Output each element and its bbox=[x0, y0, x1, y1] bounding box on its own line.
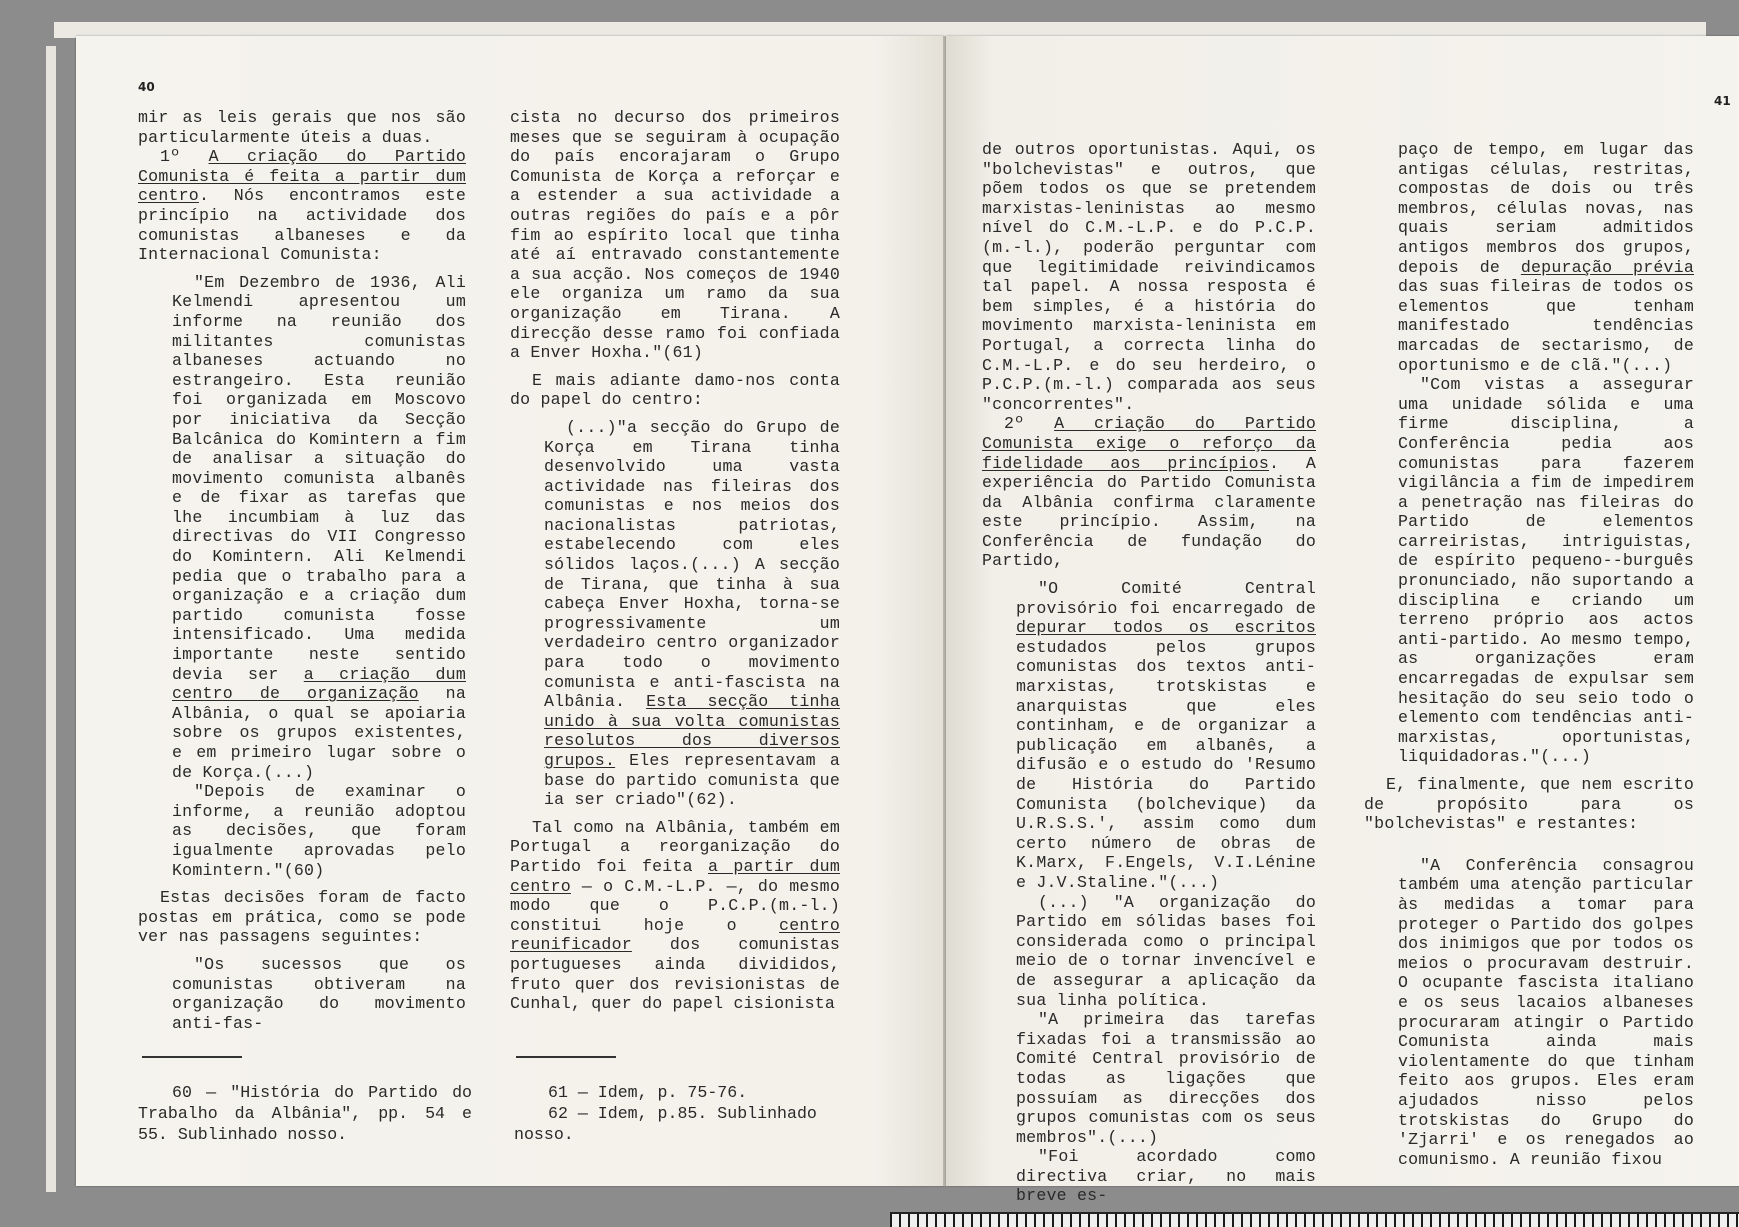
paragraph: Estas decisões foram de facto postas em prática, como se pode ver nas passagens seguintes: bbox=[138, 888, 466, 947]
quote-paragraph: "Foi acordado como directiva criar, no mais breve es- bbox=[1016, 1147, 1316, 1206]
footnote-60: 60 — "História do Partido do Trabalho da Albânia", pp. 54 e 55. Sublinhado nosso. bbox=[138, 1083, 472, 1144]
page-number-left: 40 bbox=[138, 80, 155, 94]
paragraph-heading-2: 2º A criação do Partido Comunista exige o reforço da fidelidade aos princípios. A experiência do Partido Comunista da Albânia confirma claramente este princípio. Assim, na Conferência de fundação do Partido, bbox=[982, 414, 1316, 571]
footnotes-61-62: 61 — Idem, p. 75-76. 62 — Idem, p.85. Sublinhado nosso. bbox=[514, 1083, 817, 1144]
right-page-column-2 bbox=[1364, 140, 1694, 1169]
open-book bbox=[46, 22, 1731, 1206]
quote-paragraph: "A Conferência consagrou também uma atenção particular às medidas a tomar para proteger o Partido dos golpes dos inimigos que por todos os meios o procuravam destruir. O ocupante fascista italiano e os seus lacaios albaneses procuraram atingir o Partido Comunista ainda mais violentamente do que tinham feito aos grupos. Eles eram ajudados nisso pelos trotskistas do Grupo do 'Zjarri' e os renegados ao comunismo. A reunião fixou bbox=[1398, 855, 1694, 1169]
quote-paragraph: "Em Dezembro de 1936, Ali Kelmendi apresentou um informe na reunião dos militantes comunistas albaneses actuando no estrangeiro. Esta reunião foi organizada em Moscovo por iniciativa da Secção Balcânica do Komintern a fim de analisar a situação do movimento comunista albanês e de fixar as tarefas que lhe incumbiam à luz das directivas do VII Congresso do Komintern. Ali Kelmendi pedia que o trabalho para a organização e a criação dum partido comunista fosse intensificado. Uma medida importante neste sentido devia ser a criação dum centro de organização na Albânia, o qual se apoiaria sobre os grupos existentes, e em primeiro lugar sobre o de Korça.(...) bbox=[172, 272, 466, 782]
paragraph: mir as leis gerais que nos são particularmente úteis a duas. bbox=[138, 108, 466, 147]
right-page-column-1 bbox=[982, 140, 1316, 1206]
page-stack-edge-left bbox=[46, 46, 56, 1192]
left-page-column-2 bbox=[510, 108, 840, 1014]
paragraph: Tal como na Albânia, também em Portugal a reorganização do Partido foi feita a partir dum centro — o C.M.-L.P. —, do mesmo modo que o P.C.P.(m.-l.) constitui hoje o centro reunificador dos comunistas portugueses ainda divididos, fruto quer dos revisionistas de Cunhal, quer do papel cisionista bbox=[510, 817, 840, 1014]
paragraph: E mais adiante damo-nos conta do papel do centro: bbox=[510, 370, 840, 410]
quote-paragraph: "Os sucessos que os comunistas obtiveram na organização do movimento anti-fas- bbox=[172, 954, 466, 1033]
paragraph: E, finalmente, que nem escrito de propósito para os "bolchevistas" e restantes: bbox=[1364, 775, 1694, 834]
paragraph: cista no decurso dos primeiros meses que se seguiram à ocupação do país encorajaram o Grupo Comunista de Korça a reforçar e a estender a sua actividade a outras regiões do país e a pôr fim ao espírito local que tinha até aí entravado constantemente a sua acção. Nos começos de 1940 ele organiza um ramo da sua organização em Tirana. A direcção desse ramo foi confiada a Enver Hoxha."(61) bbox=[510, 108, 840, 363]
footnote-rule bbox=[142, 1056, 242, 1058]
quote-paragraph: paço de tempo, em lugar das antigas células, restritas, compostas de dois ou três membros, células novas, nas quais seriam admitidos antigos membros dos grupos, depois de depuração prévia das suas fileiras de todos os elementos que tenham manifestado tendências marcadas de sectarismo, de oportunismo e de clã."(...) bbox=[1398, 140, 1694, 375]
paragraph: de outros oportunistas. Aqui, os "bolchevistas" e outros, que põem todos os que se pretendem marxistas-leninistas ao mesmo nível do C.M.-L.P. e do P.C.P. (m.-l.), poderão perguntar com que legitimidade reivindicamos tal papel. A nossa resposta é bem simples, é a história do movimento marxista-leninista em Portugal, a correcta linha do C.M.-L.P. e do seu herdeiro, o P.C.P.(m.-l.) comparada aos seus "concorrentes". bbox=[982, 140, 1316, 414]
footnote-rule bbox=[516, 1056, 616, 1058]
quote-paragraph: (...)"a secção do Grupo de Korça em Tirana tinha desenvolvido uma vasta actividade nas fileiras dos comunistas e nos meios dos nacionalistas patriotas, estabelecendo com eles sólidos laços.(...) A secção de Tirana, que tinha à sua cabeça Enver Hoxha, torna-se progressivamente um verdadeiro centro organizador para todo o movimento comunista e anti-fascista na Albânia. Esta secção tinha unido à sua volta comunistas resolutos dos diversos grupos. Eles representavam a base do partido comunista que ia ser criado"(62). bbox=[544, 417, 841, 810]
underlined-heading: A criação do Partido Comunista é feita a partir dum centro bbox=[138, 147, 466, 206]
left-page-column-1 bbox=[138, 108, 466, 1033]
left-page bbox=[76, 36, 944, 1186]
quote-paragraph: "O Comité Central provisório foi encarregado de depurar todos os escritos estudados pelos grupos comunistas dos textos anti-marxistas, trotskistas e anarquistas que eles continham, e de organizar a publicação em albanês, a difusão e o estudo do 'Resumo de História do Partido Comunista (bolchevique) da U.R.S.S.', assim como dum certo número de obras de K.Marx, F.Engels, V.I.Lénine e J.V.Staline."(...) bbox=[1016, 579, 1316, 892]
underlined-heading: A criação do Partido Comunista exige o reforço da fidelidade aos princípios bbox=[982, 414, 1316, 473]
page-number-right: 41 bbox=[1714, 94, 1731, 108]
quote-paragraph: "A primeira das tarefas fixadas foi a transmissão ao Comité Central provisório de todas as ligações que possuíam as direcções dos grupos comunistas com os seus membros".(...) bbox=[1016, 1010, 1316, 1147]
quote-paragraph: (...) "A organização do Partido em sólidas bases foi considerada como o principal meio de o tornar invencível e de assegurar a aplicação da sua linha política. bbox=[1016, 892, 1316, 1010]
right-page bbox=[946, 36, 1739, 1206]
quote-paragraph: "Depois de examinar o informe, a reunião adoptou as decisões, que foram igualmente aprovadas pelo Komintern."(60) bbox=[172, 782, 466, 880]
paragraph-heading-1: 1º A criação do Partido Comunista é feita a partir dum centro. Nós encontramos este princípio na actividade dos comunistas albaneses e da Internacional Comunista: bbox=[138, 147, 466, 265]
quote-paragraph: "Com vistas a assegurar uma unidade sólida e uma firme disciplina, a Conferência pedia aos comunistas para fazerem vigilância a fim de impedirem a penetração nas fileiras do Partido de elementos carreiristas, intriguistas, de espírito pequeno--burguês pronunciado, não suportando a disciplina e criando um terreno próprio aos actos anti-partido. Ao mesmo tempo, as organizações eram encarregadas de expulsar sem hesitação do seu seio todo o elemento com tendências anti-marxistas, oportunistas, liquidadoras."(...) bbox=[1398, 375, 1694, 767]
